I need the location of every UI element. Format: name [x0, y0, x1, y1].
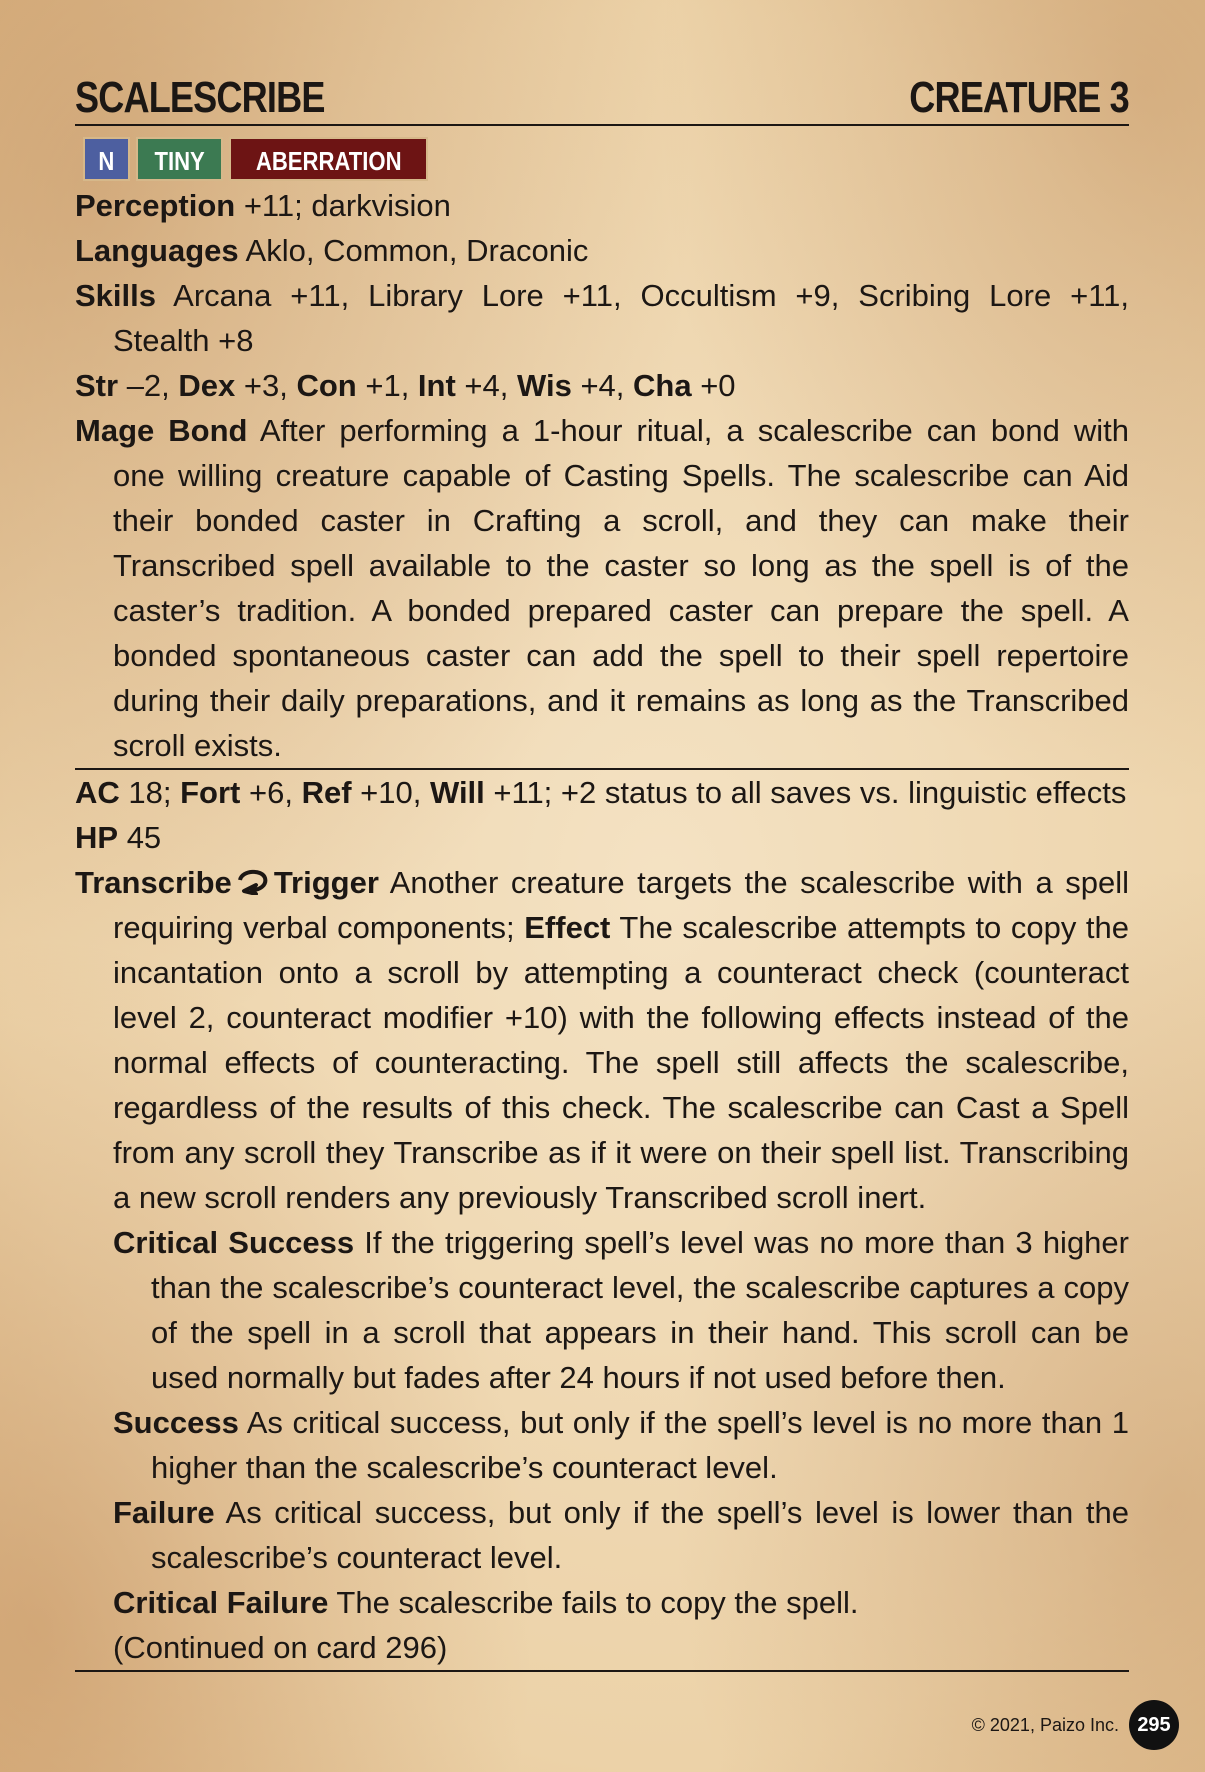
transcribe-ability: Transcribe Trigger Another creature targets the scalescribe with a spell requiring verbal components; Effect The scalescribe attempts to copy the incantation onto a scroll by attempting a counteract check (counteract level 2, counteract modifier +10) with the following effects instead of the normal effects of counteracting. The spell still affects the scalescribe, regardless of the results of this check. The scalescribe can Cast a Spell from any scroll they Transcribe as if it were on their spell list. Transcribing a new scroll renders any previously Transcribed scroll inert. [75, 865, 1129, 1215]
defenses-line: AC 18; Fort +6, Ref +10, Will +11; +2 status to all saves vs. linguistic effects [75, 775, 1127, 810]
stat-block-body [75, 183, 1129, 1670]
success-entry: Success As critical success, but only if the spell’s level is no more than 1 higher than the scalescribe’s counteract level. [113, 1405, 1129, 1485]
skills-line: Skills Arcana +11, Library Lore +11, Occultism +9, Scribing Lore +11, Stealth +8 [75, 278, 1129, 358]
creature-name: SCALESCRIBE [75, 73, 325, 122]
trait-alignment: N [83, 137, 130, 181]
trait-type: ABERRATION [229, 137, 428, 181]
critical-failure-entry: Critical Failure The scalescribe fails to copy the spell. [113, 1585, 859, 1620]
creature-level: CREATURE 3 [909, 73, 1129, 122]
reaction-icon [236, 867, 270, 895]
critical-success-entry: Critical Success If the triggering spell’s level was no more than 3 higher than the scalescribe’s counteract level, the scalescribe captures a copy of the spell in a scroll that appears in their hand. This scroll can be used normally but fades after 24 hours if not used before then. [113, 1225, 1129, 1395]
page-number-badge: 295 [1129, 1700, 1179, 1750]
trait-size: TINY [136, 137, 223, 181]
attributes-line: Str –2, Dex +3, Con +1, Int +4, Wis +4, Cha +0 [75, 368, 736, 403]
card-footer [972, 1700, 1179, 1750]
bottom-divider [75, 1670, 1129, 1672]
trait-list [83, 137, 428, 181]
stat-block-header [75, 70, 1129, 126]
languages-line: Languages Aklo, Common, Draconic [75, 233, 589, 268]
perception-line: Perception +11; darkvision [75, 188, 451, 223]
failure-entry: Failure As critical success, but only if the spell’s level is lower than the scalescribe’s counteract level. [113, 1495, 1129, 1575]
copyright-text: © 2021, Paizo Inc. [971, 1714, 1119, 1735]
mage-bond-ability: Mage Bond After performing a 1-hour ritual, a scalescribe can bond with one willing creature capable of Casting Spells. The scalescribe can Aid their bonded caster in Crafting a scroll, and they can make their Transcribed spell available to the caster so long as the spell is of the caster’s tradition. A bonded prepared caster can prepare the spell. A bonded spontaneous caster can add the spell to their spell repertoire during their daily preparations, and it remains as long as the Transcribed scroll exists. [75, 413, 1129, 763]
continued-note: (Continued on card 296) [113, 1630, 448, 1665]
hp-line: HP 45 [75, 820, 162, 855]
